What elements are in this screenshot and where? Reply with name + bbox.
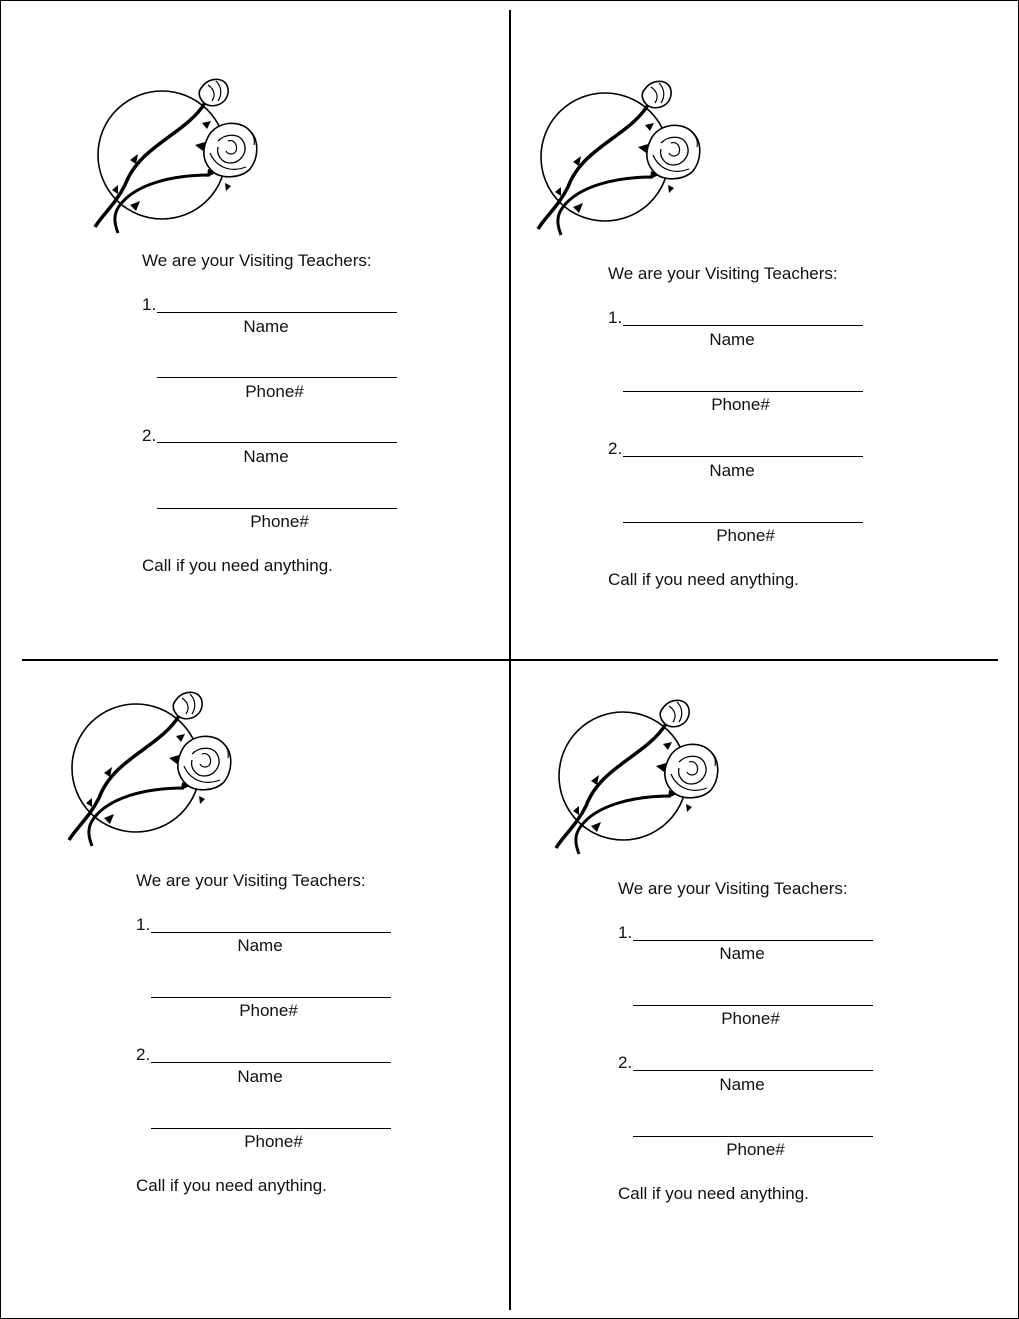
card-footer: Call if you need anything. (136, 1176, 327, 1195)
entry-2-name-line[interactable] (157, 442, 397, 443)
entry-2-phone-label: Phone# (250, 512, 309, 531)
entry-1-number: 1. (618, 923, 633, 942)
entry-1-number: 1. (608, 308, 623, 327)
entry-1-name-label: Name (719, 944, 765, 963)
entry-1-number: 1. (142, 295, 157, 314)
entry-1-phone-label: Phone# (721, 1009, 780, 1028)
card-heading: We are your Visiting Teachers: (136, 871, 366, 890)
entry-2-phone-line[interactable] (623, 522, 863, 523)
entry-2-name-label: Name (243, 447, 289, 466)
entry-2-phone-line[interactable] (151, 1128, 391, 1129)
entry-1-name-line[interactable] (633, 940, 873, 941)
entry-1-name-label: Name (709, 330, 755, 349)
entry-1-number: 1. (136, 915, 151, 934)
entry-1-phone-line[interactable] (623, 391, 863, 392)
entry-1-name-label: Name (237, 936, 283, 955)
entry-2-name-line[interactable] (151, 1062, 391, 1063)
horizontal-cut-line (22, 659, 998, 661)
entry-2-name-label: Name (719, 1075, 765, 1094)
card-bottom-left (64, 688, 444, 1248)
rose-moon-icon (533, 77, 708, 237)
entry-1-name-line[interactable] (623, 325, 863, 326)
entry-2-number: 2. (136, 1045, 151, 1064)
entry-1-name-line[interactable] (157, 312, 397, 313)
card-top-right (533, 77, 913, 637)
entry-2-number: 2. (608, 439, 623, 458)
entry-1-name-line[interactable] (151, 932, 391, 933)
entry-1-name-label: Name (243, 317, 289, 336)
entry-2-number: 2. (618, 1053, 633, 1072)
rose-moon-icon (64, 688, 239, 848)
card-footer: Call if you need anything. (618, 1184, 809, 1203)
entry-2-phone-label: Phone# (244, 1132, 303, 1151)
entry-1-phone-line[interactable] (151, 997, 391, 998)
entry-1-phone-line[interactable] (633, 1005, 873, 1006)
rose-moon-icon (90, 75, 265, 235)
card-bottom-right (551, 696, 931, 1256)
entry-2-name-label: Name (709, 461, 755, 480)
entry-2-phone-label: Phone# (716, 526, 775, 545)
entry-2-name-label: Name (237, 1067, 283, 1086)
entry-1-phone-label: Phone# (239, 1001, 298, 1020)
card-footer: Call if you need anything. (608, 570, 799, 589)
card-heading: We are your Visiting Teachers: (608, 264, 838, 283)
entry-1-phone-label: Phone# (245, 382, 304, 401)
entry-2-phone-label: Phone# (726, 1140, 785, 1159)
entry-2-name-line[interactable] (633, 1070, 873, 1071)
entry-1-phone-line[interactable] (157, 377, 397, 378)
entry-2-number: 2. (142, 426, 157, 445)
card-heading: We are your Visiting Teachers: (618, 879, 848, 898)
entry-2-phone-line[interactable] (157, 508, 397, 509)
entry-2-phone-line[interactable] (633, 1136, 873, 1137)
entry-1-phone-label: Phone# (711, 395, 770, 414)
card-heading: We are your Visiting Teachers: (142, 251, 372, 270)
rose-moon-icon (551, 696, 726, 856)
card-footer: Call if you need anything. (142, 556, 333, 575)
card-top-left (90, 75, 470, 635)
entry-2-name-line[interactable] (623, 456, 863, 457)
